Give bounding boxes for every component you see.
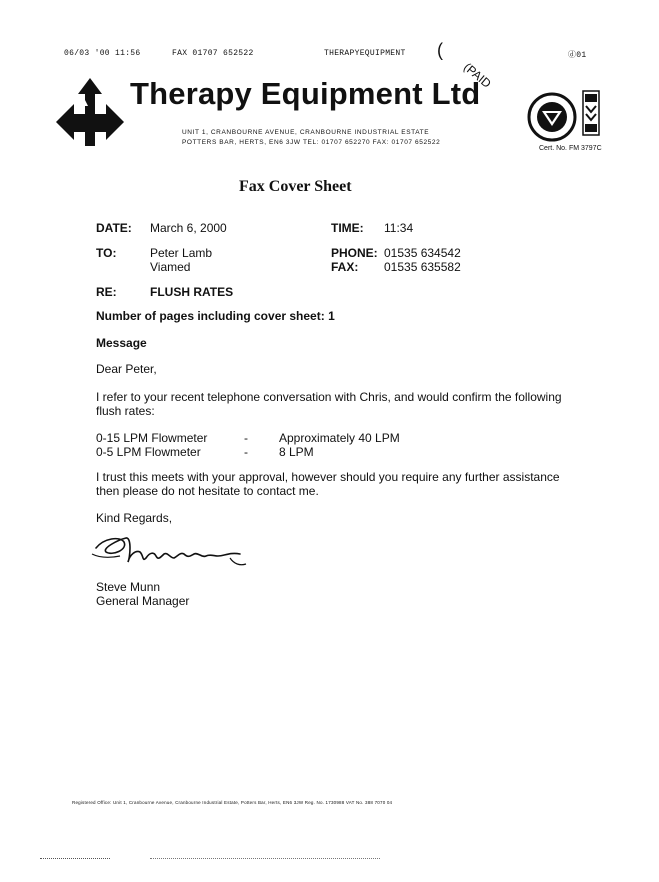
closing: Kind Regards, [96,511,173,525]
page-count [96,309,335,323]
paid-stamp: (PAID [461,60,494,91]
phone-value: 01535 634542 [384,246,461,260]
rate-item: 0-5 LPM Flowmeter [96,445,201,459]
fax-page-marker: ⓓ01 [568,51,587,60]
recipient-name: Peter Lamb [150,246,213,260]
certificate-number: Cert. No. FM 3797C [539,145,602,152]
company-address-line2: POTTERS BAR, HERTS, EN6 3JW TEL: 01707 652270 FAX: 01707 652522 [182,139,441,146]
paragraph1-line2: flush rates: [96,404,155,418]
rate-dash: - [244,445,248,459]
date-value: March 6, 2000 [150,221,227,235]
certification-crest-icon [582,90,600,136]
message-label: Message [96,336,147,350]
page-count-label: Number of pages including cover sheet: [96,309,325,323]
document-title: Fax Cover Sheet [239,178,352,195]
rate-value: 8 LPM [279,445,314,459]
signature-image [90,528,250,580]
to-label: TO: [96,246,117,260]
signer-title: General Manager [96,594,190,608]
rate-value: Approximately 40 LPM [279,431,400,445]
fax-value: 01535 635582 [384,260,461,274]
rate-item: 0-15 LPM Flowmeter [96,431,208,445]
scan-artifact [40,858,110,859]
rate-dash: - [244,431,248,445]
fax-label: FAX: [331,260,359,274]
company-name: Therapy Equipment Ltd [130,76,481,111]
phone-label: PHONE: [331,246,378,260]
re-label: RE: [96,285,117,299]
time-value: 11:34 [384,221,414,235]
company-logo-arrows-icon [54,76,126,148]
time-label: TIME: [331,221,364,235]
registered-office-footer: Registered Office: Unit 1, Cranbourne Avenue, Cranbourne Industrial Estate, Potters Bar, Herts, EN6 3JW Reg. No. 1730988 VAT No. 388 7070 04 [72,800,393,805]
date-label: DATE: [96,221,132,235]
paragraph2-line1: I trust this meets with your approval, however should you require any further assistance [96,470,560,484]
fax-sender-number: FAX 01707 652522 [172,49,254,58]
page-count-value: 1 [328,309,335,323]
fax-mark: ( [437,40,443,60]
scan-artifact [150,858,380,859]
fax-timestamp: 06/03 '00 11:56 [64,49,141,58]
greeting: Dear Peter, [96,362,157,376]
paragraph1-line1: I refer to your recent telephone conversation with Chris, and would confirm the following [96,390,562,404]
subject-value: FLUSH RATES [150,285,234,299]
company-address-line1: UNIT 1, CRANBOURNE AVENUE, CRANBOURNE INDUSTRIAL ESTATE [182,129,430,136]
signer-name: Steve Munn [96,580,161,594]
fax-sender-name: THERAPYEQUIPMENT [324,49,406,58]
paragraph2-line2: then please do not hesitate to contact me. [96,484,319,498]
certification-badge-icon [527,92,577,142]
recipient-company: Viamed [150,260,191,274]
